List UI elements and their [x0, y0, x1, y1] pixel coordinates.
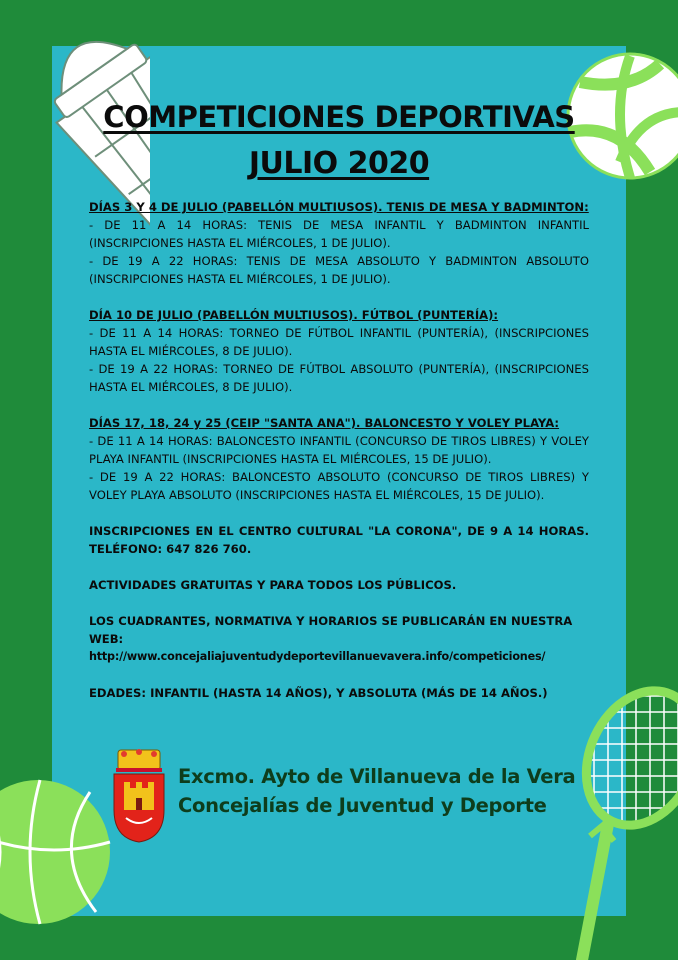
section-2: [89, 306, 589, 396]
body-content: [89, 198, 589, 702]
section-title: DÍAS 3 Y 4 DE JULIO (PABELLÓN MULTIUSOS). TENIS DE MESA Y BADMINTON:: [89, 200, 589, 214]
basketball-icon: [0, 772, 112, 932]
inscriptions-info: INSCRIPCIONES EN EL CENTRO CULTURAL "LA CORONA", DE 9 A 14 HORAS. TELÉFONO: 647 826 760.: [89, 524, 589, 556]
section-1: [89, 198, 589, 288]
title-line-1: COMPETICIONES DEPORTIVAS: [103, 100, 575, 134]
footer-text: [178, 762, 575, 820]
section-item: - DE 11 A 14 HORAS: TENIS DE MESA INFANTIL Y BADMINTON INFANTIL (INSCRIPCIONES HASTA EL MIÉRCOLES, 1 DE JULIO).: [89, 218, 589, 250]
section-item: - DE 11 A 14 HORAS: TORNEO DE FÚTBOL INFANTIL (PUNTERÍA), (INSCRIPCIONES HASTA EL MIÉRCOLES, 8 DE JULIO).: [89, 326, 589, 358]
website-link[interactable]: http://www.concejaliajuventudydeportevillanuevavera.info/competiciones/: [89, 650, 546, 663]
section-item: - DE 19 A 22 HORAS: TORNEO DE FÚTBOL ABSOLUTO (PUNTERÍA), (INSCRIPCIONES HASTA EL MIÉRCOLES, 8 DE JULIO).: [89, 362, 589, 394]
footer-line-1: Excmo. Ayto de Villanueva de la Vera: [178, 765, 576, 788]
tennis-racket-icon: [560, 676, 678, 960]
section-item: - DE 19 A 22 HORAS: BALONCESTO ABSOLUTO (CONCURSO DE TIROS LIBRES) Y VOLEY PLAYA ABSOLUTO (INSCRIPCIONES HASTA EL MIÉRCOLES, 15 DE JULIO).: [89, 470, 589, 502]
footer-line-2: Concejalías de Juventud y Deporte: [178, 794, 547, 817]
section-item: - DE 19 A 22 HORAS: TENIS DE MESA ABSOLUTO Y BADMINTON ABSOLUTO (INSCRIPCIONES HASTA EL MIÉRCOLES, 1 DE JULIO).: [89, 254, 589, 286]
section-title: DÍA 10 DE JULIO (PABELLÓN MULTIUSOS). FÚTBOL (PUNTERÍA):: [89, 308, 499, 322]
free-activities-note: ACTIVIDADES GRATUITAS Y PARA TODOS LOS PÚBLICOS.: [89, 578, 457, 592]
section-item: - DE 11 A 14 HORAS: BALONCESTO INFANTIL (CONCURSO DE TIROS LIBRES) Y VOLEY PLAYA INFANTIL (INSCRIPCIONES HASTA EL MIÉRCOLES, 15 DE JULIO).: [89, 434, 589, 466]
ages-note: EDADES: INFANTIL (HASTA 14 AÑOS), Y ABSOLUTA (MÁS DE 14 AÑOS.): [89, 686, 548, 700]
title-line-2: JULIO 2020: [248, 146, 430, 181]
section-3: [89, 414, 589, 504]
web-note: LOS CUADRANTES, NORMATIVA Y HORARIOS SE PUBLICARÁN EN NUESTRA WEB:: [89, 614, 573, 646]
coat-of-arms-icon: [110, 748, 168, 844]
section-title: DÍAS 17, 18, 24 y 25 (CEIP "SANTA ANA"). BALONCESTO Y VOLEY PLAYA:: [89, 416, 560, 430]
